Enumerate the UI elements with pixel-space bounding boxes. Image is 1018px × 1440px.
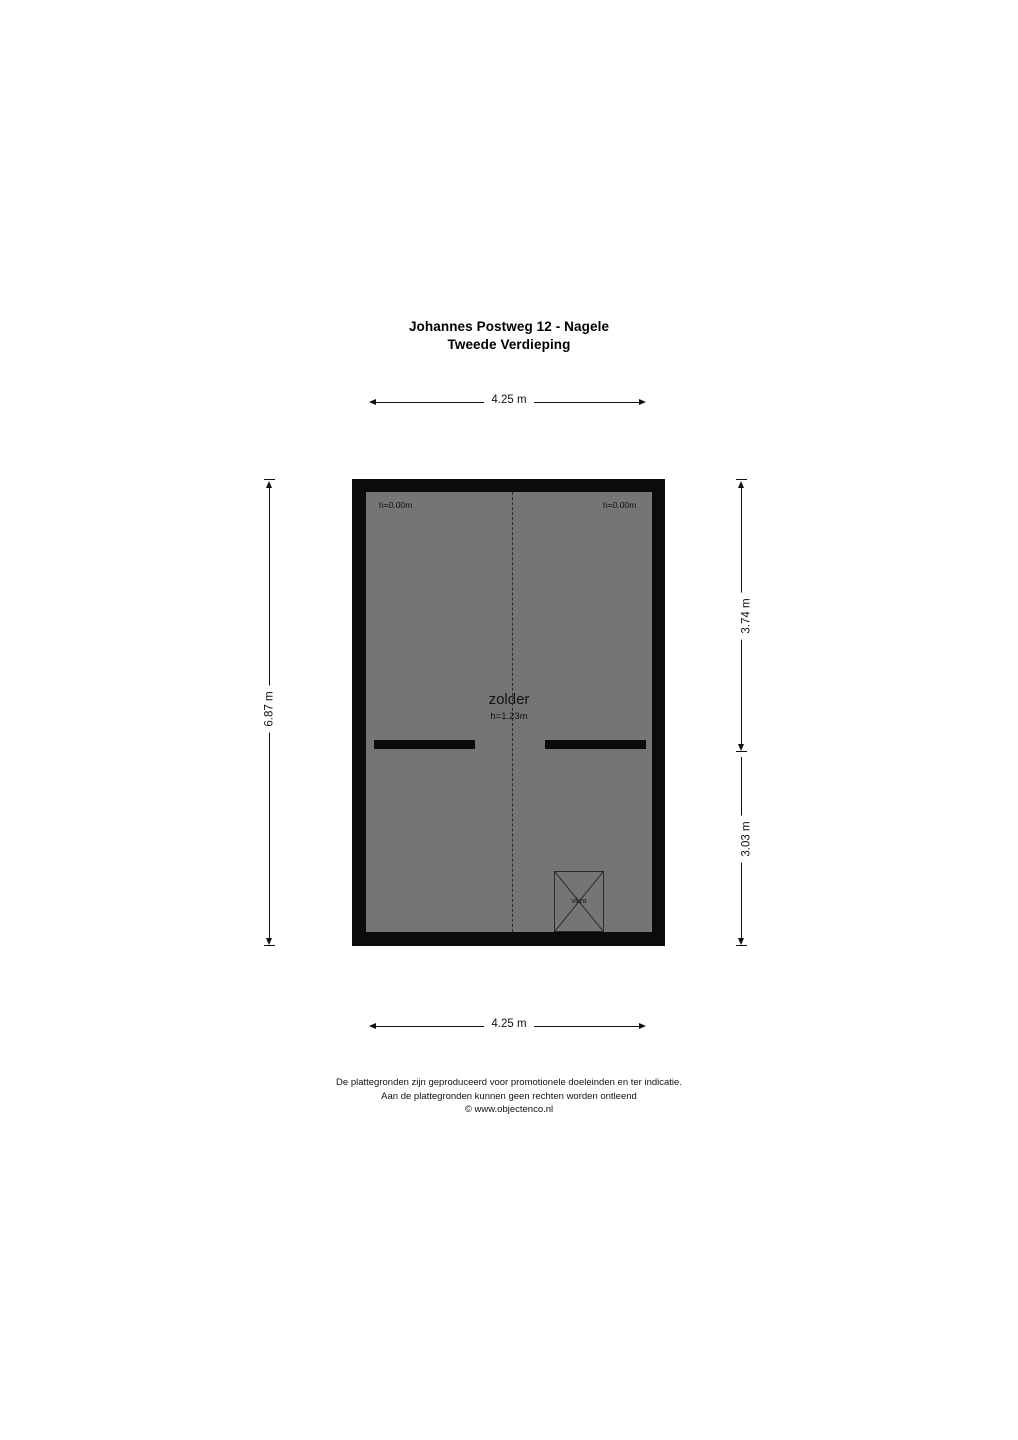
height-label-left: h=0.00m [379, 500, 413, 510]
left-dimension-label: 6.87 m [260, 685, 278, 732]
right-upper-tick-top [736, 479, 747, 480]
room-label-group [366, 690, 652, 723]
left-dimension-tick-bottom [264, 945, 275, 946]
left-dimension-arrow-bottom [266, 938, 272, 945]
right-upper-dimension-label: 3.74 m [737, 592, 755, 639]
knee-wall-left [374, 740, 475, 749]
height-label-right: h=0.00m [603, 500, 637, 510]
hatch-label: vlizo [571, 896, 587, 905]
top-dimension-label: 4.25 m [484, 394, 533, 406]
right-upper-arrow-bottom [738, 744, 744, 751]
right-lower-arrow-bottom [738, 938, 744, 945]
bottom-dimension-label: 4.25 m [484, 1018, 533, 1030]
room-name: zolder [488, 691, 530, 708]
copyright-line: © www.objectenco.nl [464, 1104, 554, 1115]
title-floor: Tweede Verdieping [447, 337, 571, 352]
left-dimension-arrow-top [266, 481, 272, 488]
right-lower-dimension-label: 3.03 m [737, 815, 755, 862]
disclaimer-line-1: De plattegronden zijn geproduceerd voor promotionele doeleinden en ter indicatie. [336, 1077, 682, 1088]
right-upper-tick-bottom [736, 751, 747, 752]
disclaimer [0, 1076, 1018, 1117]
title-address: Johannes Postweg 12 - Nagele [408, 319, 610, 334]
knee-wall-right [545, 740, 646, 749]
right-lower-tick-bottom [736, 945, 747, 946]
disclaimer-line-2: Aan de plattegronden kunnen geen rechten worden ontleend [381, 1090, 637, 1102]
right-upper-arrow-top [738, 481, 744, 488]
room-height: h=1.23m [490, 711, 528, 722]
left-dimension-tick-top [264, 479, 275, 480]
